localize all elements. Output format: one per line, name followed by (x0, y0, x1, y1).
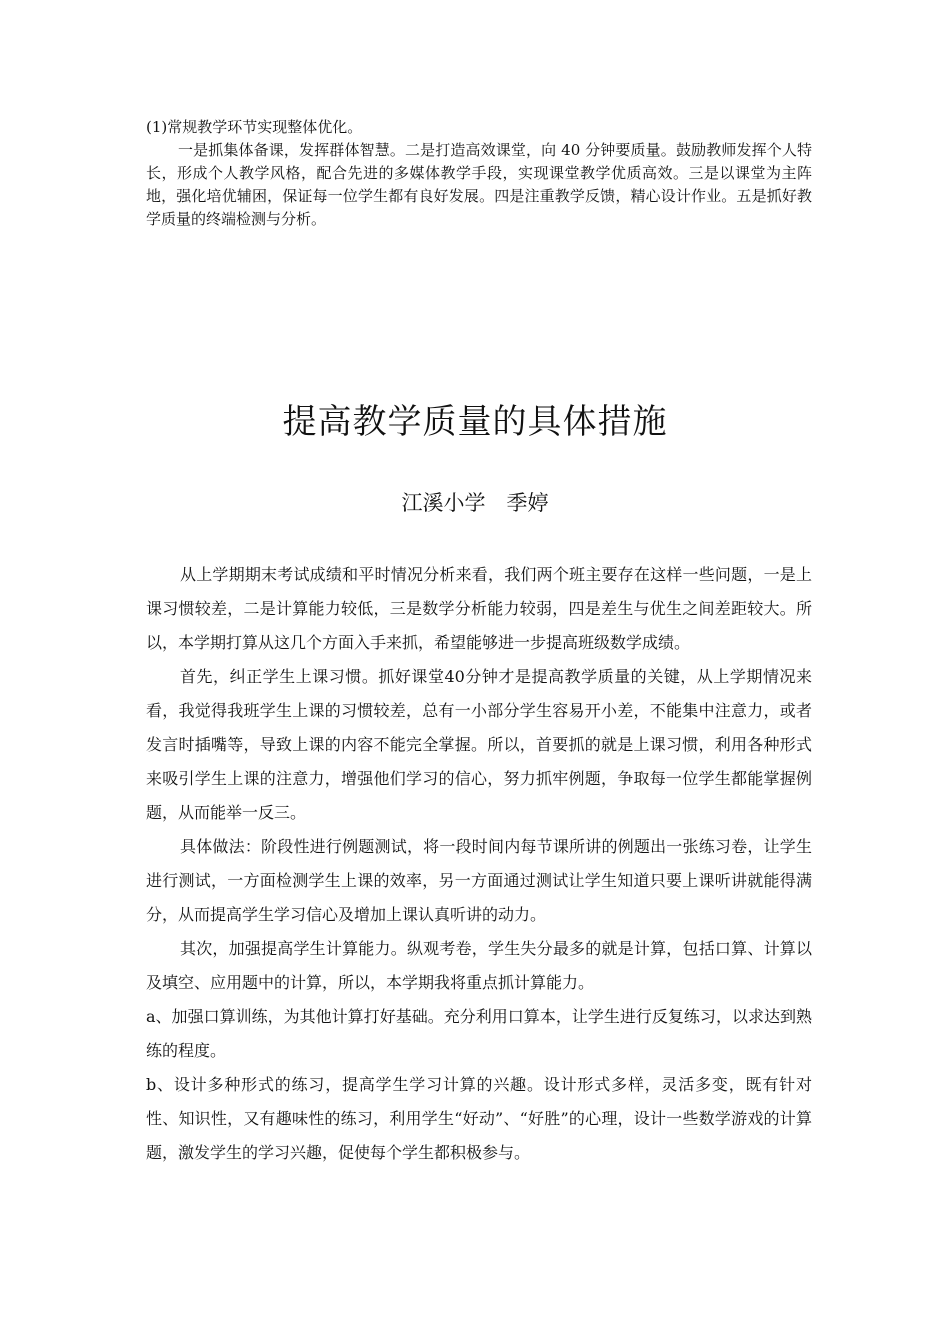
section-heading: (1)常规教学环节实现整体优化。 (146, 118, 363, 136)
paragraph-habits: 首先，纠正学生上课习惯。抓好课堂40分钟才是提高教学质量的关键，从上学期情况来看，我觉得我班学生上课的习惯较差，总有一小部分学生容易开小差，不能集中注意力，或者发言时插嘴等，导致上课的内容不能完全掌握。所以，首要抓的就是上课习惯，利用各种形式来吸引学生上课的注意力，增强他们学习的信心，努力抓牢例题，争取每一位学生都能掌握例题，从而能举一反三。 (146, 667, 812, 822)
section-paragraph: 一是抓集体备课，发挥群体智慧。二是打造高效课堂，向 40 分钟要质量。鼓励教师发挥个人特长，形成个人教学风格，配合先进的多媒体教学手段，实现课堂教学优质高效。三是以课堂为主阵地，强化培优辅困，保证每一位学生都有良好发展。四是注重教学反馈，精心设计作业。五是抓好教学质量的终端检测与分析。 (146, 141, 812, 228)
paragraph-method: 具体做法：阶段性进行例题测试，将一段时间内每节课所讲的例题出一张练习卷，让学生进行测试，一方面检测学生上课的效率，另一方面通过测试让学生知道只要上课听讲就能得满分，从而提高学生学习信心及增加上课认真听讲的动力。 (146, 837, 812, 924)
paragraph-calculation: 其次，加强提高学生计算能力。纵观考卷，学生失分最多的就是计算，包括口算、计算以及填空、应用题中的计算，所以，本学期我将重点抓计算能力。 (146, 939, 812, 992)
body-section (146, 558, 812, 1170)
list-item-a: a、加强口算训练，为其他计算打好基础。充分利用口算本，让学生进行反复练习，以求达到熟练的程度。 (146, 1007, 812, 1060)
list-item-b: b、设计多种形式的练习，提高学生学习计算的兴趣。设计形式多样，灵活多变，既有针对性、知识性，又有趣味性的练习，利用学生“好动”、“好胜”的心理，设计一些数学游戏的计算题，激发学生的学习兴趣，促使每个学生都积极参与。 (146, 1075, 812, 1162)
paragraph-intro: 从上学期期末考试成绩和平时情况分析来看，我们两个班主要存在这样一些问题，一是上课习惯较差，二是计算能力较低，三是数学分析能力较弱，四是差生与优生之间差距较大。所以，本学期打算从这几个方面入手来抓，希望能够进一步提高班级数学成绩。 (146, 565, 812, 652)
top-section (146, 116, 812, 231)
document-title: 提高教学质量的具体措施 (282, 402, 668, 442)
author-line: 江溪小学 季婷 (401, 491, 549, 515)
